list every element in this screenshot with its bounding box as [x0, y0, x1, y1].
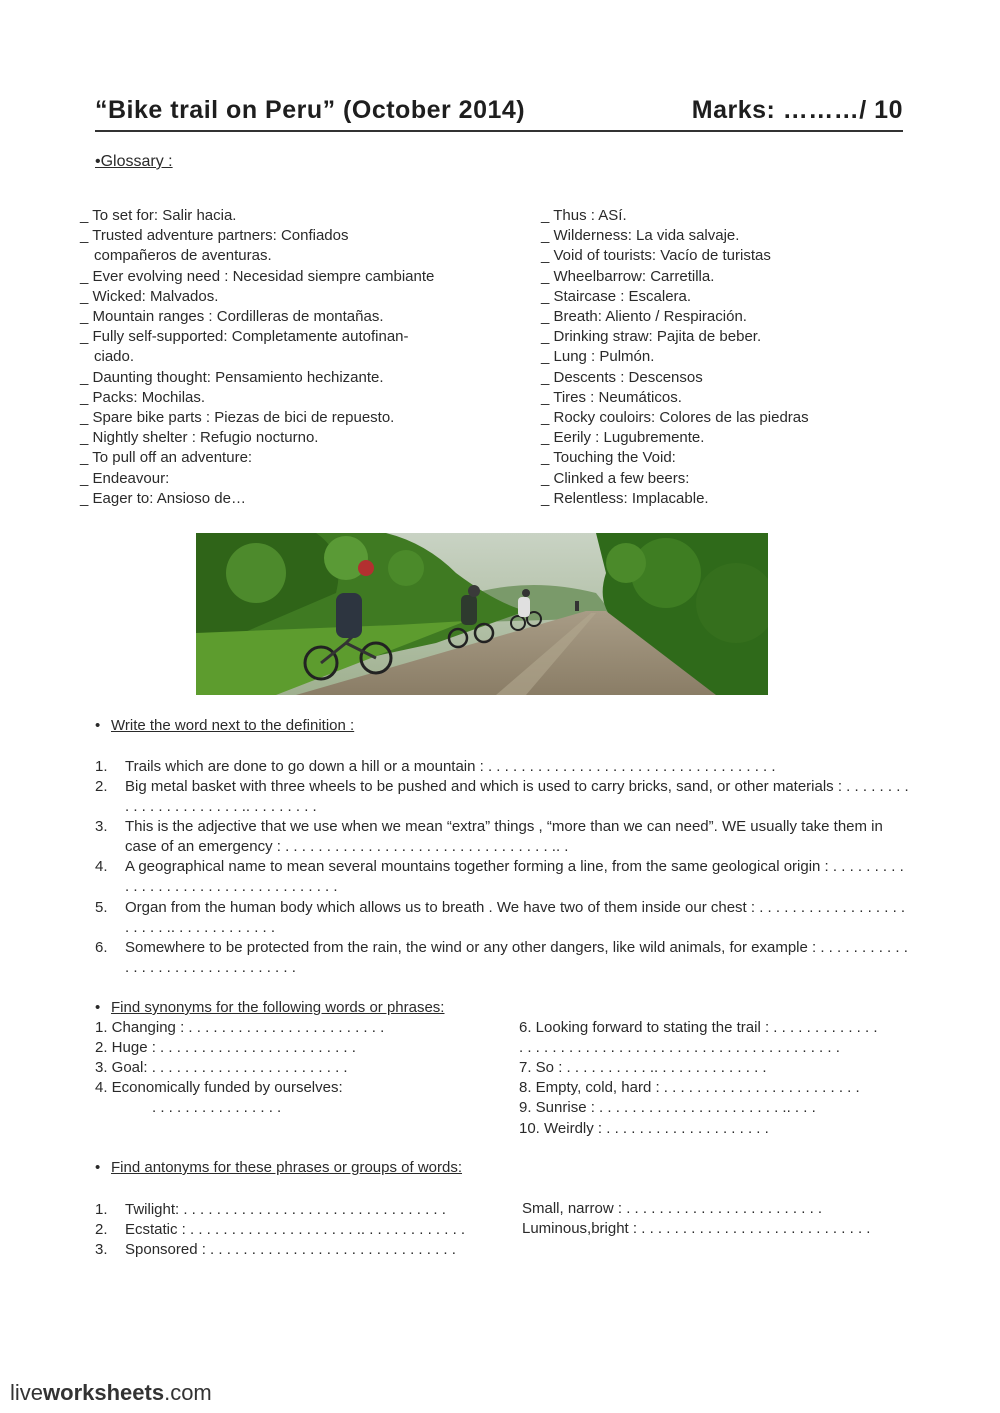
glossary-item: _ To pull off an adventure:	[80, 449, 253, 467]
synonym-answer-line[interactable]: . . . . . . . . . . . . . . . .	[152, 1099, 282, 1116]
question-number: 6.	[95, 939, 108, 956]
glossary-item: _ Eerily : Lugubremente.	[541, 429, 705, 447]
question-text: Twilight: . . . . . . . . . . . . . . . . . . . . . . . . . . . . . . . .	[125, 1201, 446, 1218]
question-number: 2.	[95, 1221, 108, 1238]
glossary-item: _ Rocky couloirs: Colores de las piedras	[541, 409, 809, 427]
glossary-item: _ Packs: Mochilas.	[80, 388, 206, 406]
synonym-item[interactable]: 7. So : . . . . . . . . . . .. . . . . . . . . . . . . .	[519, 1059, 767, 1076]
synonym-item[interactable]: 8. Empty, cold, hard : . . . . . . . . . . . . . . . . . . . . . . . .	[519, 1079, 860, 1096]
question-text: Organ from the human body which allows us to breath . We have two of them inside our chest : . . . . . . . . . . . . . . . . . . . . . . . .. . . . . . . . . . . . .	[125, 899, 906, 936]
glossary-item: _ Trusted adventure partners: Confiados	[80, 227, 349, 245]
glossary-item: _ Fully self-supported: Completamente autofinan-	[80, 328, 409, 346]
glossary-item: _ Drinking straw: Pajita de beber.	[541, 328, 762, 346]
synonym-item[interactable]: 6. Looking forward to stating the trail : . . . . . . . . . . . . .	[519, 1019, 878, 1036]
glossary-item: _ Nightly shelter : Refugio nocturno.	[80, 429, 319, 447]
glossary-item: _ Endeavour:	[80, 469, 170, 487]
glossary-item: _ Wilderness: La vida salvaje.	[541, 227, 740, 245]
question-number: 3.	[95, 818, 108, 835]
question-text: This is the adjective that we use when we mean “extra” things , “more than we can need”. WE usually take them in case of an emergency : . . . . . . . . . . . . . . . . . . . . . . . . . . . . . . . . .. .	[125, 818, 883, 855]
glossary-item: _ Clinked a few beers:	[541, 469, 690, 487]
glossary-item: ciado.	[94, 348, 135, 366]
glossary-item: _ Eager to: Ansioso de…	[80, 489, 246, 507]
antonym-item[interactable]: Small, narrow : . . . . . . . . . . . . . . . . . . . . . . . .	[522, 1200, 823, 1217]
glossary-item: _ Touching the Void:	[541, 449, 676, 467]
glossary-item: _ To set for: Salir hacia.	[80, 207, 237, 224]
logo-text-light: live	[10, 1380, 44, 1405]
glossary-item: _ Breath: Aliento / Respiración.	[541, 308, 747, 326]
glossary-item: _ Void of tourists: Vacío de turistas	[541, 247, 771, 265]
synonym-item[interactable]: 10. Weirdly : . . . . . . . . . . . . . . . . . . . .	[519, 1120, 769, 1137]
question-number: 3.	[95, 1241, 108, 1258]
glossary-item: _ Thus : ASí.	[541, 207, 627, 224]
question-number: 2.	[95, 778, 108, 795]
question-number: 4.	[95, 858, 108, 875]
question-text: Ecstatic : . . . . . . . . . . . . . . . . . . . . .. . . . . . . . . . . . .	[125, 1221, 466, 1238]
marks-field: Marks: ………/ 10	[691, 96, 903, 124]
synonyms-heading-text: Find synonyms for the following words or phrases:	[111, 999, 445, 1016]
glossary-left-column	[80, 206, 434, 509]
question-text: Somewhere to be protected from the rain, the wind or any other dangers, like wild animals, for example : . . . . . . . . . . . . . . . . . . . . . . . . . . . . . . . .	[125, 939, 908, 976]
synonym-item[interactable]: 4. Economically funded by ourselves:	[95, 1079, 343, 1096]
synonym-item[interactable]: 3. Goal: . . . . . . . . . . . . . . . . . . . . . . . .	[95, 1059, 348, 1076]
liveworksheets-logo[interactable]	[10, 1380, 212, 1406]
glossary-item: _ Lung : Pulmón.	[541, 348, 655, 366]
synonym-item[interactable]: 1. Changing : . . . . . . . . . . . . . . . . . . . . . . . .	[95, 1019, 385, 1036]
glossary-item: _ Tires : Neumáticos.	[541, 388, 682, 406]
question-number: 5.	[95, 899, 108, 916]
worksheet-title: “Bike trail on Peru” (October 2014)	[95, 96, 526, 124]
question-text: Sponsored : . . . . . . . . . . . . . . . . . . . . . . . . . . . . . .	[125, 1241, 456, 1258]
bullet-icon: •	[95, 999, 101, 1016]
glossary-item: _ Spare bike parts : Piezas de bici de repuesto.	[80, 409, 395, 427]
glossary-heading: •Glossary :	[95, 153, 173, 170]
glossary-item: _ Wicked: Malvados.	[80, 287, 219, 305]
cyclists-trail-illustration	[196, 533, 768, 695]
question-text: Big metal basket with three wheels to be pushed and which is used to carry bricks, sand, or other materials : . . . . . . . . . . . . . . . . . . . . . . .. . . . . . . . .	[125, 778, 909, 815]
worksheet-title-bar	[95, 96, 903, 132]
question-text: A geographical name to mean several mountains together forming a line, from the same geological origin : . . . . . . . . . . . . . . . . . . . . . . . . . . . . . . . . . . .	[125, 858, 904, 895]
question-text: Trails which are done to go down a hill or a mountain : . . . . . . . . . . . . . . . . . . . . . . . . . . . . . . . . . . .	[125, 758, 776, 775]
antonym-item[interactable]: Luminous,bright : . . . . . . . . . . . . . . . . . . . . . . . . . . . .	[522, 1220, 871, 1237]
glossary-item: _ Relentless: Implacable.	[541, 489, 709, 507]
antonyms-heading-text: Find antonyms for these phrases or groups of words:	[111, 1159, 463, 1176]
glossary-item: _ Wheelbarrow: Carretilla.	[541, 267, 715, 285]
question-number: 1.	[95, 1201, 108, 1218]
glossary-item: _ Ever evolving need : Necesidad siempre cambiante	[80, 267, 435, 285]
synonym-item[interactable]: 9. Sunrise : . . . . . . . . . . . . . . . . . . . . . . .. . . .	[519, 1099, 816, 1116]
definitions-heading-text: Write the word next to the definition :	[111, 717, 355, 734]
logo-text-bold: worksheets	[43, 1380, 165, 1405]
cyclists-trail-photo	[196, 533, 768, 695]
bullet-icon: •	[95, 717, 101, 734]
glossary-right-column	[541, 206, 809, 509]
synonym-item[interactable]: 2. Huge : . . . . . . . . . . . . . . . . . . . . . . . .	[95, 1039, 356, 1056]
glossary-item: compañeros de aventuras.	[94, 247, 272, 265]
glossary-item: _ Daunting thought: Pensamiento hechizante.	[80, 368, 384, 386]
glossary-item: _ Staircase : Escalera.	[541, 287, 692, 305]
glossary-item: _ Descents : Descensos	[541, 368, 703, 386]
bullet-icon: •	[95, 1159, 101, 1176]
question-number: 1.	[95, 758, 108, 775]
synonym-answer-line[interactable]: . . . . . . . . . . . . . . . . . . . . . . . . . . . . . . . . . . . . . . .	[519, 1039, 840, 1056]
glossary-item: _ Mountain ranges : Cordilleras de montañas.	[80, 308, 384, 326]
logo-text-suffix: .com	[164, 1380, 212, 1405]
